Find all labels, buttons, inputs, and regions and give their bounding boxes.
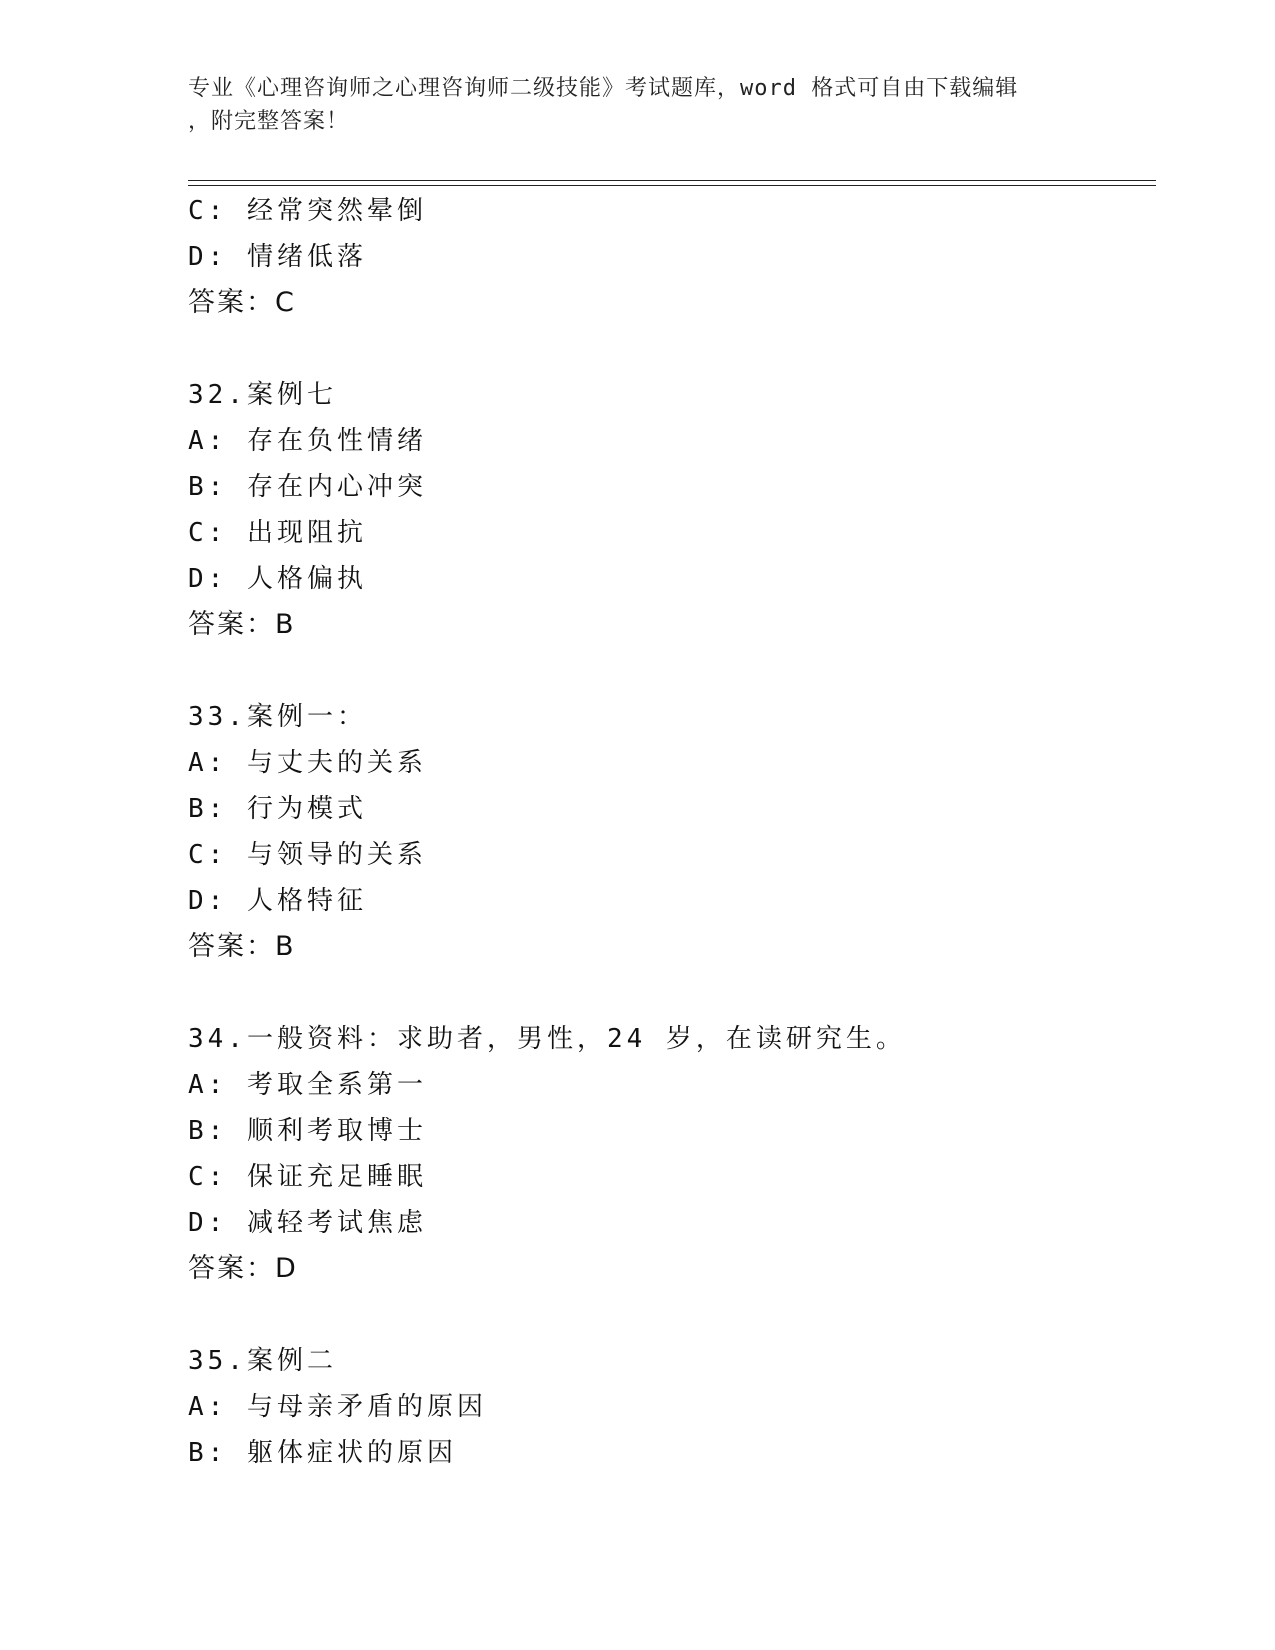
header-divider-top — [188, 180, 1156, 181]
option-c: C: 保证充足睡眠 — [188, 1162, 427, 1192]
question-list — [188, 188, 1148, 1476]
spacer — [188, 970, 1148, 1016]
answer-line: 答案：B — [188, 931, 296, 962]
header-title-line-1: 专业《心理咨询师之心理咨询师二级技能》考试题库，word 格式可自由下载编辑 — [188, 76, 1019, 101]
option-c: C: 经常突然晕倒 — [188, 196, 427, 226]
answer-line: 答案：D — [188, 1253, 298, 1284]
option-c: C: 出现阻抗 — [188, 518, 367, 548]
question-block — [188, 188, 1148, 326]
header-divider-bottom — [188, 185, 1156, 186]
option-a: A: 存在负性情绪 — [188, 426, 427, 456]
spacer — [188, 648, 1148, 694]
question-title: 32.案例七 — [188, 380, 337, 410]
question-block — [188, 1338, 1148, 1476]
option-d: D: 人格特征 — [188, 886, 367, 916]
question-title: 34.一般资料：求助者，男性，24 岁，在读研究生。 — [188, 1024, 906, 1054]
option-a: A: 与母亲矛盾的原因 — [188, 1392, 487, 1422]
option-a: A: 考取全系第一 — [188, 1070, 427, 1100]
option-c: C: 与领导的关系 — [188, 840, 427, 870]
question-title: 35.案例二 — [188, 1346, 337, 1376]
question-block — [188, 1016, 1148, 1292]
header-title-line-2: ，附完整答案！ — [188, 109, 350, 134]
option-d: D: 情绪低落 — [188, 242, 367, 272]
option-b: B: 躯体症状的原因 — [188, 1438, 457, 1468]
option-b: B: 顺利考取博士 — [188, 1116, 427, 1146]
question-title: 33.案例一： — [188, 702, 367, 732]
answer-line: 答案：C — [188, 287, 296, 318]
option-d: D: 人格偏执 — [188, 564, 367, 594]
question-block — [188, 372, 1148, 648]
spacer — [188, 1292, 1148, 1338]
spacer — [188, 326, 1148, 372]
option-a: A: 与丈夫的关系 — [188, 748, 427, 778]
document-header — [188, 72, 1068, 138]
question-block — [188, 694, 1148, 970]
option-b: B: 存在内心冲突 — [188, 472, 427, 502]
answer-line: 答案：B — [188, 609, 296, 640]
option-b: B: 行为模式 — [188, 794, 367, 824]
option-d: D: 减轻考试焦虑 — [188, 1208, 427, 1238]
